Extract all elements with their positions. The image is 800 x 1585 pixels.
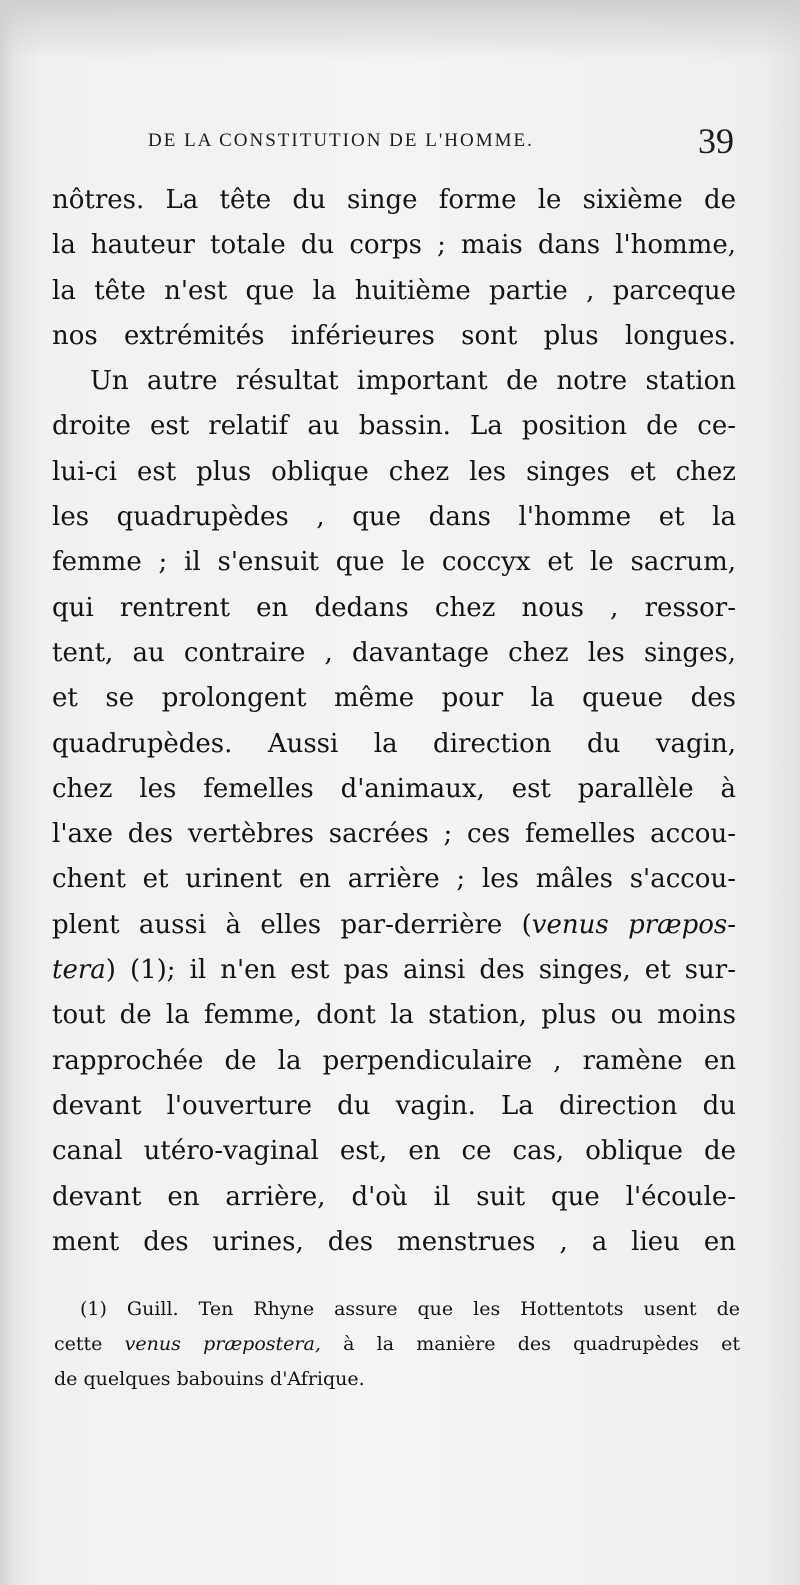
text-line: et se prolongent même pour la queue des xyxy=(52,683,736,714)
text-line: nos extrémités inférieures sont plus longues. xyxy=(52,320,736,351)
text-line: femme ; il s'ensuit que le coccyx et le sacrum, xyxy=(52,547,736,578)
text-line: chent et urinent en arrière ; les mâles s'accou- xyxy=(52,864,736,895)
text-line: quadrupèdes. Aussi la direction du vagin, xyxy=(52,728,736,759)
text-line: droite est relatif au bassin. La position de ce- xyxy=(52,411,736,442)
body-text xyxy=(52,178,736,1265)
page-header xyxy=(60,120,740,172)
text-line: devant en arrière, d'où il suit que l'écoule- xyxy=(52,1181,736,1212)
text-segment: cette xyxy=(54,1333,125,1355)
running-head: DE LA CONSTITUTION DE L'HOMME. xyxy=(148,130,534,151)
text-line: tout de la femme, dont la station, plus ou moins xyxy=(52,1000,736,1031)
text-segment: plent aussi à elles par-derrière ( xyxy=(52,909,532,940)
text-line: lui-ci est plus oblique chez les singes et chez xyxy=(52,456,736,487)
text-line: ment des urines, des menstrues , a lieu en xyxy=(52,1226,736,1257)
text-line: chez les femelles d'animaux, est parallèle à xyxy=(52,773,736,804)
text-line: qui rentrent en dedans chez nous , ressor- xyxy=(52,592,736,623)
text-segment: à la manière des quadrupèdes et xyxy=(320,1333,740,1355)
italic-phrase: venus præpostera, xyxy=(124,1333,321,1355)
text-line: devant l'ouverture du vagin. La direction du xyxy=(52,1090,736,1121)
italic-phrase: venus præpos- xyxy=(531,909,736,940)
text-line-mixed xyxy=(52,948,736,993)
italic-phrase: tera xyxy=(52,955,106,986)
footnote xyxy=(54,1292,740,1397)
text-line: les quadrupèdes , que dans l'homme et la xyxy=(52,502,736,533)
text-line: la tête n'est que la huitième partie , parceque xyxy=(52,275,736,306)
page-number: 39 xyxy=(698,121,734,161)
text-line-mixed xyxy=(52,903,736,948)
footnote-line: (1) Guill. Ten Rhyne assure que les Hottentots usent de xyxy=(80,1298,740,1320)
text-line: nôtres. La tête du singe forme le sixième de xyxy=(52,185,736,215)
text-segment: ) (1); il n'en est pas ainsi des singes, et sur- xyxy=(105,955,736,986)
text-line: canal utéro-vaginal est, en ce cas, oblique de xyxy=(52,1136,736,1167)
text-line: Un autre résultat important de notre station xyxy=(90,366,736,397)
text-line: l'axe des vertèbres sacrées ; ces femelles accou- xyxy=(52,819,736,850)
text-line: rapprochée de la perpendiculaire , ramène en xyxy=(52,1045,736,1076)
text-line: la hauteur totale du corps ; mais dans l'homme, xyxy=(52,230,736,261)
footnote-line: de quelques babouins d'Afrique. xyxy=(54,1368,365,1390)
footnote-line xyxy=(54,1327,740,1362)
text-line: tent, au contraire , davantage chez les singes, xyxy=(52,637,736,668)
